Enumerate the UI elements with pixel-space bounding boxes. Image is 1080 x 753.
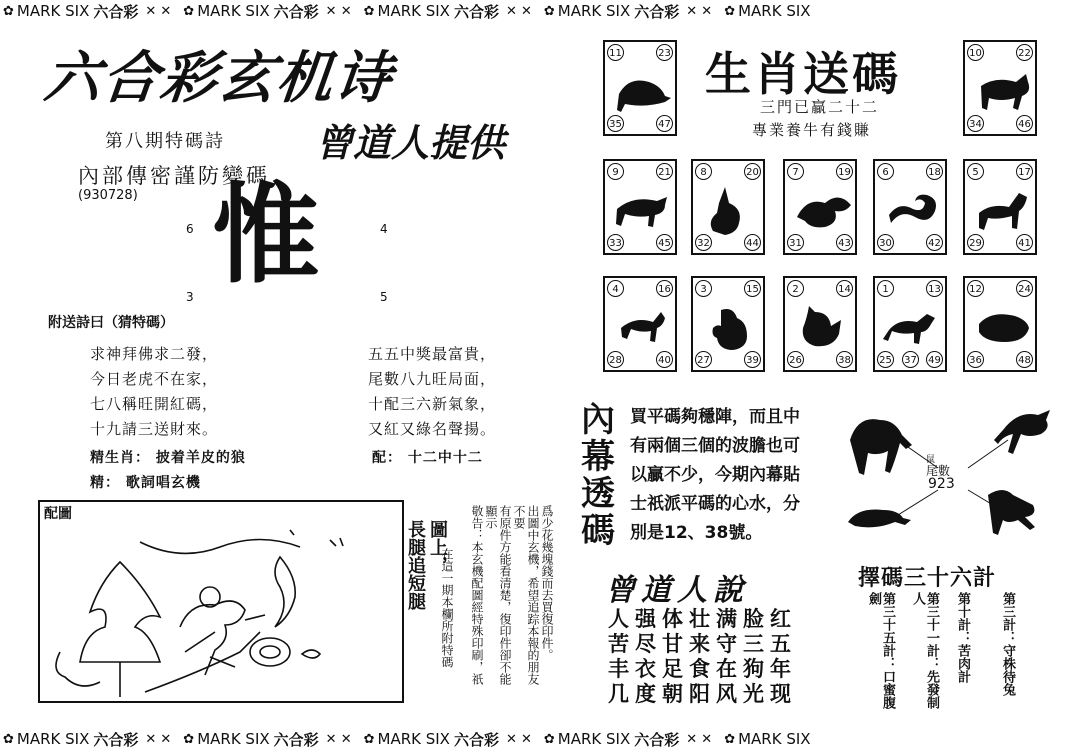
- strategy-number: 第三計: [1000, 592, 1015, 631]
- banner-segment: [541, 1, 715, 22]
- zodiac-number: 30: [877, 234, 894, 251]
- inside-tip-heading: [572, 402, 624, 550]
- banner-cn-text: 六合彩: [634, 730, 680, 749]
- zodiac-number: 7: [787, 163, 804, 180]
- corner-number-bl: 3: [186, 290, 194, 304]
- zodiac-number: 2: [787, 280, 804, 297]
- issue-code: (930728): [78, 188, 138, 203]
- zodiac-number: 17: [1016, 163, 1033, 180]
- poem-left-column: [90, 342, 218, 442]
- zodiac-number: 44: [744, 234, 761, 251]
- zodiac-number: 24: [1016, 280, 1033, 297]
- strategy-name: 守株待兔: [1000, 644, 1015, 696]
- strategy-heading: 擇碼三十六計: [858, 566, 997, 591]
- zodiac-number: 34: [967, 115, 984, 132]
- inside-tip-text: [630, 403, 830, 548]
- cross-icon: ✕ ✕: [505, 731, 532, 747]
- poem-line: 七八稱旺開紅碼，: [90, 395, 219, 413]
- zodiac-number: 36: [967, 351, 984, 368]
- strategy-item: [910, 592, 938, 714]
- banner-segment: [180, 729, 354, 750]
- zodiac-card-dog: [873, 276, 947, 372]
- corner-number-tr: 4: [380, 222, 388, 236]
- zodiac-number: 25: [877, 351, 894, 368]
- tail-number-diagram: [838, 400, 1060, 550]
- zodiac-number: 38: [836, 351, 853, 368]
- riddle-character: 惟: [212, 173, 321, 298]
- zodiac-card-horse: [963, 159, 1037, 255]
- flower-icon: ✿: [543, 3, 555, 19]
- banner-text: MARK SIX: [197, 730, 270, 748]
- flower-icon: ✿: [183, 3, 195, 19]
- flower-icon: ✿: [724, 731, 736, 747]
- zodiac-card-goat: [603, 276, 677, 372]
- poem-line: 十配三六新氣象，: [368, 395, 497, 413]
- strategy-separator: ：: [924, 657, 939, 670]
- hint-pair: 配： 十二中十二: [372, 450, 483, 466]
- poem-line: 又紅又綠名聲揚。: [368, 420, 497, 438]
- zodiac-number: 21: [656, 163, 673, 180]
- notice-line: 有原件方能看清楚，復印件卻不能顯示: [484, 505, 512, 685]
- flower-icon: ✿: [3, 3, 14, 19]
- main-title: 六合彩玄机诗: [41, 46, 396, 111]
- zodiac-line-2: 專業養牛有錢賺: [752, 121, 872, 139]
- rat-icon: [613, 64, 671, 116]
- strategy-name: 先發制人: [910, 592, 939, 709]
- banner-text: MARK SIX: [557, 730, 631, 748]
- tail-value: 923: [928, 476, 955, 492]
- banner-text: MARK SIX: [738, 2, 811, 20]
- zodiac-number: 27: [695, 351, 712, 368]
- notice-line: 敬告：本玄機配圖經特殊印刷，祇: [470, 505, 484, 685]
- zodiac-number: 19: [836, 163, 853, 180]
- zodiac-number: 6: [877, 163, 894, 180]
- monkey-scene-illustration: [40, 502, 402, 701]
- caption-line: 長腿追短腿: [405, 520, 426, 610]
- pig-icon: [973, 300, 1031, 352]
- zodiac-number: 28: [607, 351, 624, 368]
- monkey-icon: [701, 300, 759, 352]
- picture-label: 配圖: [44, 506, 72, 522]
- cross-icon: ✕ ✕: [145, 731, 172, 747]
- zodiac-card-ox: [963, 40, 1037, 136]
- tail-label: 尾數: [926, 464, 951, 478]
- banner-segment: [721, 730, 810, 748]
- zodiac-number: 20: [744, 163, 761, 180]
- strategy-number: 第十計: [955, 592, 970, 631]
- zodiac-number: 23: [656, 44, 673, 61]
- cross-icon: ✕ ✕: [325, 731, 352, 747]
- banner-cn-text: 六合彩: [634, 2, 680, 21]
- cross-icon: ✕ ✕: [325, 3, 352, 19]
- banner-cn-text: 六合彩: [273, 2, 319, 21]
- flower-icon: ✿: [363, 731, 375, 747]
- strategy-separator: ：: [880, 657, 895, 670]
- strategy-number: 第三十五計: [880, 592, 895, 657]
- banner-segment: [0, 1, 174, 22]
- zodiac-number: 14: [836, 280, 853, 297]
- picture-note: 在這一期本欄所附特碼: [440, 548, 454, 668]
- zodiac-number: 11: [607, 44, 624, 61]
- strategy-item: [1000, 592, 1014, 714]
- zodiac-card-rat: [603, 40, 677, 136]
- banner-text: MARK SIX: [197, 2, 270, 20]
- ox-icon: [973, 64, 1031, 116]
- zodiac-number: 8: [695, 163, 712, 180]
- rooster-icon: [793, 300, 851, 352]
- zodiac-number: 46: [1016, 115, 1033, 132]
- zodiac-number: 40: [656, 351, 673, 368]
- cross-icon: ✕ ✕: [505, 3, 532, 19]
- zodiac-number: 22: [1016, 44, 1033, 61]
- heading-char: 透: [581, 474, 615, 514]
- banner-cn-text: 六合彩: [453, 2, 499, 21]
- goat-icon: [613, 300, 671, 352]
- strategy-item: [955, 592, 969, 714]
- zodiac-number: 32: [695, 234, 712, 251]
- rabbit-icon: [701, 183, 759, 235]
- flower-icon: ✿: [183, 731, 195, 747]
- zodiac-card-rooster: [783, 276, 857, 372]
- notice-line: 爲少花幾塊錢而去買復印件。: [540, 505, 554, 661]
- strategy-name: 苦肉計: [955, 644, 970, 683]
- cross-icon: ✕ ✕: [686, 731, 713, 747]
- poem-line: 求神拜佛求二發，: [90, 345, 219, 363]
- zodiac-card-monkey: [691, 276, 765, 372]
- poem-heading: 附送詩曰（猜特碼）: [48, 315, 174, 331]
- cross-icon: ✕ ✕: [686, 3, 713, 19]
- banner-text: MARK SIX: [16, 730, 90, 748]
- tip-line: 有兩個三個的波膽也可: [630, 436, 800, 456]
- zodiac-number: 43: [836, 234, 853, 251]
- zodiac-number: 41: [1016, 234, 1033, 251]
- zodiac-number: 42: [926, 234, 943, 251]
- notice-line: 出圖中玄機，希望追踪本報的朋友不要: [512, 505, 540, 685]
- heading-char: 碼: [581, 511, 615, 551]
- flower-icon: ✿: [3, 731, 14, 747]
- dragon-icon: [793, 183, 851, 235]
- tip-line: 士祇派平碼的心水，分: [630, 494, 800, 514]
- strategy-separator: ：: [1000, 631, 1015, 644]
- dog-icon: [883, 300, 941, 352]
- cross-icon: ✕ ✕: [145, 3, 172, 19]
- zodiac-number: 1: [877, 280, 894, 297]
- banner-text: MARK SIX: [377, 730, 450, 748]
- zodiac-number: 4: [607, 280, 624, 297]
- zodiac-number: 12: [967, 280, 984, 297]
- banner-text: MARK SIX: [738, 730, 811, 748]
- zodiac-card-pig: [963, 276, 1037, 372]
- strategy-separator: ：: [955, 631, 970, 644]
- bottom-banner: [0, 728, 1080, 750]
- banner-segment: [0, 729, 174, 750]
- banner-segment: [541, 729, 715, 750]
- zodiac-number: 37: [902, 351, 919, 368]
- zodiac-number: 13: [926, 280, 943, 297]
- zengdao-line: 苦尽甘来守三五: [608, 631, 797, 656]
- zengdao-line: 几度朝阳风光现: [608, 681, 797, 706]
- zodiac-number: 45: [656, 234, 673, 251]
- tip-line: 買平碼夠穩陣，而且中: [630, 407, 800, 427]
- zodiac-number: 9: [607, 163, 624, 180]
- corner-number-br: 5: [380, 290, 388, 304]
- zodiac-number: 48: [1016, 351, 1033, 368]
- zodiac-card-snake: [873, 159, 947, 255]
- strategy-item: [866, 592, 894, 714]
- zodiac-number: 16: [656, 280, 673, 297]
- zodiac-number: 18: [926, 163, 943, 180]
- banner-text: MARK SIX: [377, 2, 450, 20]
- zodiac-title: 生肖送碼: [705, 47, 901, 101]
- snake-icon: [883, 183, 941, 235]
- zodiac-card-tiger: [603, 159, 677, 255]
- zodiac-card-dragon: [783, 159, 857, 255]
- strategy-number: 第三十一計: [924, 592, 939, 657]
- zodiac-number: 33: [607, 234, 624, 251]
- tip-line: 別是12、38號。: [630, 523, 763, 543]
- banner-cn-text: 六合彩: [93, 730, 139, 749]
- caption-line: 圖上，: [427, 520, 448, 574]
- heading-char: 內: [581, 400, 615, 440]
- corner-number-tl: 6: [186, 222, 194, 236]
- banner-text: MARK SIX: [16, 2, 90, 20]
- issue-title: 第八期特碼詩: [105, 131, 225, 152]
- heading-char: 幕: [581, 437, 615, 477]
- notice-line: 內部傳密謹防變碼: [78, 164, 270, 188]
- zodiac-number: 5: [967, 163, 984, 180]
- zodiac-number: 29: [967, 234, 984, 251]
- zodiac-number: 49: [926, 351, 943, 368]
- poem-line: 今日老虎不在家，: [90, 370, 219, 388]
- banner-cn-text: 六合彩: [453, 730, 499, 749]
- banner-segment: [361, 729, 535, 750]
- zodiac-number: 39: [744, 351, 761, 368]
- zodiac-number: 10: [967, 44, 984, 61]
- zodiac-number: 35: [607, 115, 624, 132]
- hint-song: 精： 歌詞唱玄機: [90, 475, 201, 491]
- banner-segment: [180, 1, 354, 22]
- zodiac-line-1: 三門已贏二十二: [760, 98, 880, 116]
- banner-segment: [721, 2, 810, 20]
- flower-icon: ✿: [724, 3, 736, 19]
- banner-cn-text: 六合彩: [273, 730, 319, 749]
- hint-zodiac: 精生肖： 披着羊皮的狼: [90, 450, 246, 466]
- strategy-name: 口蜜腹劍: [866, 592, 895, 709]
- riddle-picture: [38, 500, 404, 703]
- banner-text: MARK SIX: [557, 2, 631, 20]
- reader-notice: [470, 505, 554, 690]
- poem-line: 五五中獎最富貴，: [368, 345, 497, 363]
- tail-label-small: 鼠: [926, 455, 936, 465]
- byline: 曾道人提供: [315, 121, 506, 165]
- zengdao-line: 丰衣足食在狗年: [608, 656, 797, 681]
- poem-line: 尾數八九旺局面，: [368, 370, 497, 388]
- zodiac-number: 15: [744, 280, 761, 297]
- zodiac-number: 47: [656, 115, 673, 132]
- tip-line: 以贏不少，今期內幕貼: [630, 465, 800, 485]
- poem-right-column: [368, 342, 496, 442]
- zengdao-heading: 曾道人說: [605, 573, 749, 608]
- zengdao-line: 人强体壮满脸红: [608, 606, 797, 631]
- flower-icon: ✿: [543, 731, 555, 747]
- zodiac-number: 3: [695, 280, 712, 297]
- flower-icon: ✿: [363, 3, 375, 19]
- top-banner: [0, 0, 1080, 22]
- tiger-icon: [613, 183, 671, 235]
- zodiac-number: 26: [787, 351, 804, 368]
- horse-icon: [973, 183, 1031, 235]
- banner-cn-text: 六合彩: [93, 2, 139, 21]
- zodiac-card-rabbit: [691, 159, 765, 255]
- poem-line: 十九請三送財來。: [90, 420, 219, 438]
- banner-segment: [361, 1, 535, 22]
- zodiac-number: 31: [787, 234, 804, 251]
